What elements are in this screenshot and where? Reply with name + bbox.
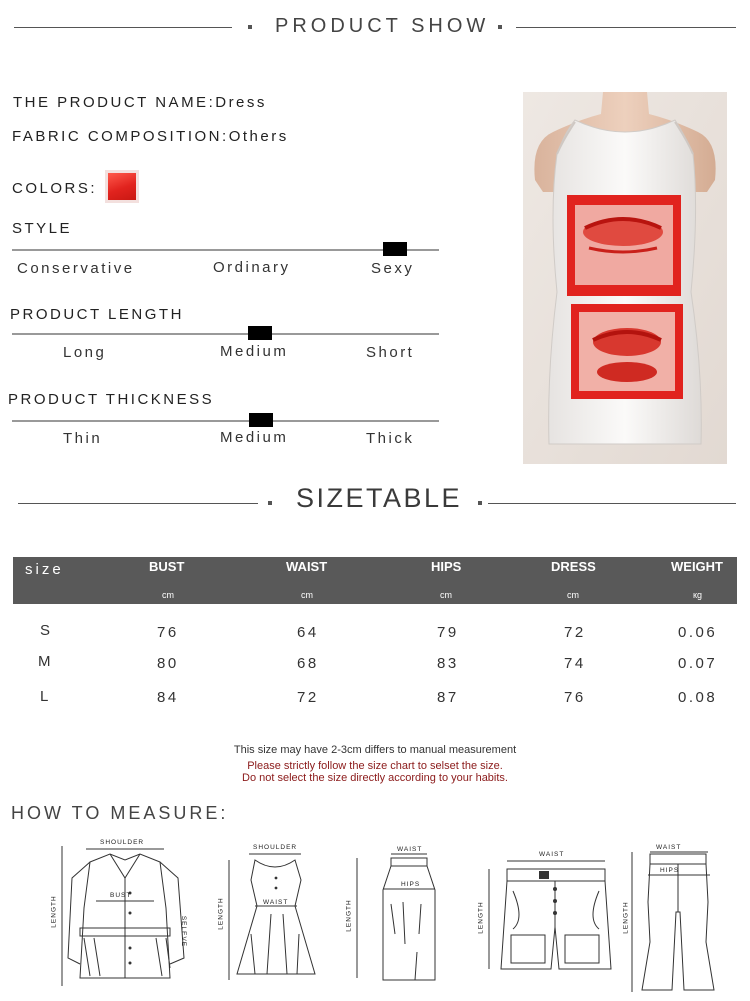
length-scale-marker	[248, 326, 272, 340]
header-rule-right	[516, 27, 736, 28]
section-title-sizetable: SIZETABLE	[296, 483, 463, 513]
measurement-note: This size may have 2-3cm differs to manual measurement	[233, 744, 517, 756]
dress-outline-icon	[215, 842, 327, 990]
jacket-outline-icon	[50, 838, 200, 990]
label-waist: WAIST	[397, 846, 423, 853]
section-title-how-to-measure: HOW TO MEASURE:	[11, 803, 229, 823]
col-unit-waist: cm	[301, 590, 313, 600]
table-cell: M	[38, 653, 53, 670]
col-unit-weight: кg	[693, 590, 702, 600]
table-cell: 68	[297, 655, 319, 672]
product-name-label: THE PRODUCT NAME:	[13, 94, 216, 111]
sizetable-rule-right	[488, 503, 736, 504]
product-name-row	[13, 94, 267, 111]
style-option-conservative: Conservative	[17, 260, 135, 277]
shorts-outline-icon	[473, 849, 613, 979]
label-length: LENGTH	[217, 897, 225, 930]
thickness-option-thick: Thick	[366, 430, 415, 447]
col-header-size: size	[25, 561, 64, 578]
thickness-scale-marker	[249, 413, 273, 427]
thickness-option-medium: Medium	[220, 429, 289, 446]
table-cell: 74	[564, 655, 586, 672]
skirt-outline-icon	[343, 844, 455, 990]
color-swatch[interactable]	[105, 170, 139, 203]
thickness-option-thin: Thin	[63, 430, 103, 447]
label-length: LENGTH	[622, 901, 630, 934]
dress-measure-diagram	[215, 842, 327, 990]
header-dot	[248, 25, 252, 29]
length-scale-line	[12, 333, 439, 335]
table-cell: 64	[297, 624, 319, 641]
size-warning-line-1: Please strictly follow the size chart to selset the size.	[247, 760, 503, 772]
table-cell: 0.07	[678, 655, 718, 672]
pants-outline-icon	[622, 842, 732, 996]
label-length: LENGTH	[50, 895, 58, 928]
size-table-header	[13, 557, 737, 604]
style-option-ordinary: Ordinary	[213, 259, 291, 276]
sizetable-dot	[268, 501, 272, 505]
label-waist: WAIST	[539, 851, 565, 858]
color-swatch-fill	[108, 173, 136, 200]
product-name-value: Dress	[215, 94, 267, 111]
style-title: STYLE	[12, 220, 73, 237]
length-title: PRODUCT LENGTH	[10, 306, 184, 323]
colors-label: COLORS:	[12, 180, 98, 197]
table-cell: 0.08	[678, 689, 718, 706]
sizetable-rule-left	[18, 503, 258, 504]
col-unit-bust: cm	[162, 590, 174, 600]
label-sleeve: SELEVE	[180, 915, 188, 948]
length-option-long: Long	[63, 344, 107, 361]
col-unit-dress: cm	[567, 590, 579, 600]
col-header-dress: DRESS	[551, 559, 596, 574]
table-cell: L	[40, 688, 51, 705]
style-option-sexy: Sexy	[371, 260, 415, 277]
thickness-scale-line	[12, 420, 439, 422]
label-shoulder: SHOULDER	[100, 839, 145, 846]
label-hips: HIPS	[401, 881, 421, 888]
label-waist: WAIST	[263, 899, 289, 906]
table-cell: 84	[157, 689, 179, 706]
section-title-product-show: PRODUCT SHOW	[275, 15, 490, 37]
col-unit-hips: cm	[440, 590, 452, 600]
size-warning-line-2: Do not select the size directly according to your habits.	[242, 772, 508, 784]
table-cell: 76	[157, 624, 179, 641]
table-cell: 87	[437, 689, 459, 706]
length-option-medium: Medium	[220, 343, 289, 360]
product-photo	[523, 92, 727, 464]
header-rule-left	[14, 27, 232, 28]
style-scale-marker	[383, 242, 407, 256]
shorts-measure-diagram	[473, 849, 613, 979]
pants-measure-diagram	[622, 842, 732, 996]
style-scale-line	[12, 249, 439, 251]
fabric-value: Others	[228, 128, 289, 145]
label-bust: BUST	[110, 892, 132, 899]
table-cell: 72	[564, 624, 586, 641]
dress-on-mannequin-image	[523, 92, 727, 464]
label-hips: HIPS	[660, 867, 680, 874]
sizetable-dot	[478, 501, 482, 505]
table-cell: 83	[437, 655, 459, 672]
thickness-title: PRODUCT THICKNESS	[8, 391, 215, 408]
label-length: LENGTH	[477, 901, 485, 934]
fabric-row	[12, 128, 289, 145]
label-length: LENGTH	[345, 899, 353, 932]
table-cell: S	[40, 622, 53, 639]
fabric-label: FABRIC COMPOSITION:	[12, 128, 229, 145]
table-cell: 0.06	[678, 624, 718, 641]
col-header-hips: HIPS	[431, 559, 462, 574]
table-cell: 80	[157, 655, 179, 672]
label-waist: WAIST	[656, 844, 682, 851]
table-cell: 76	[564, 689, 586, 706]
jacket-measure-diagram	[50, 838, 200, 990]
length-option-short: Short	[366, 344, 415, 361]
col-header-bust: BUST	[149, 559, 185, 574]
table-cell: 72	[297, 689, 319, 706]
table-cell: 79	[437, 624, 459, 641]
skirt-measure-diagram	[343, 844, 455, 990]
header-dot	[498, 25, 502, 29]
col-header-waist: WAIST	[286, 559, 328, 574]
col-header-weight: WEIGHT	[671, 559, 723, 574]
label-shoulder: SHOULDER	[253, 844, 298, 851]
